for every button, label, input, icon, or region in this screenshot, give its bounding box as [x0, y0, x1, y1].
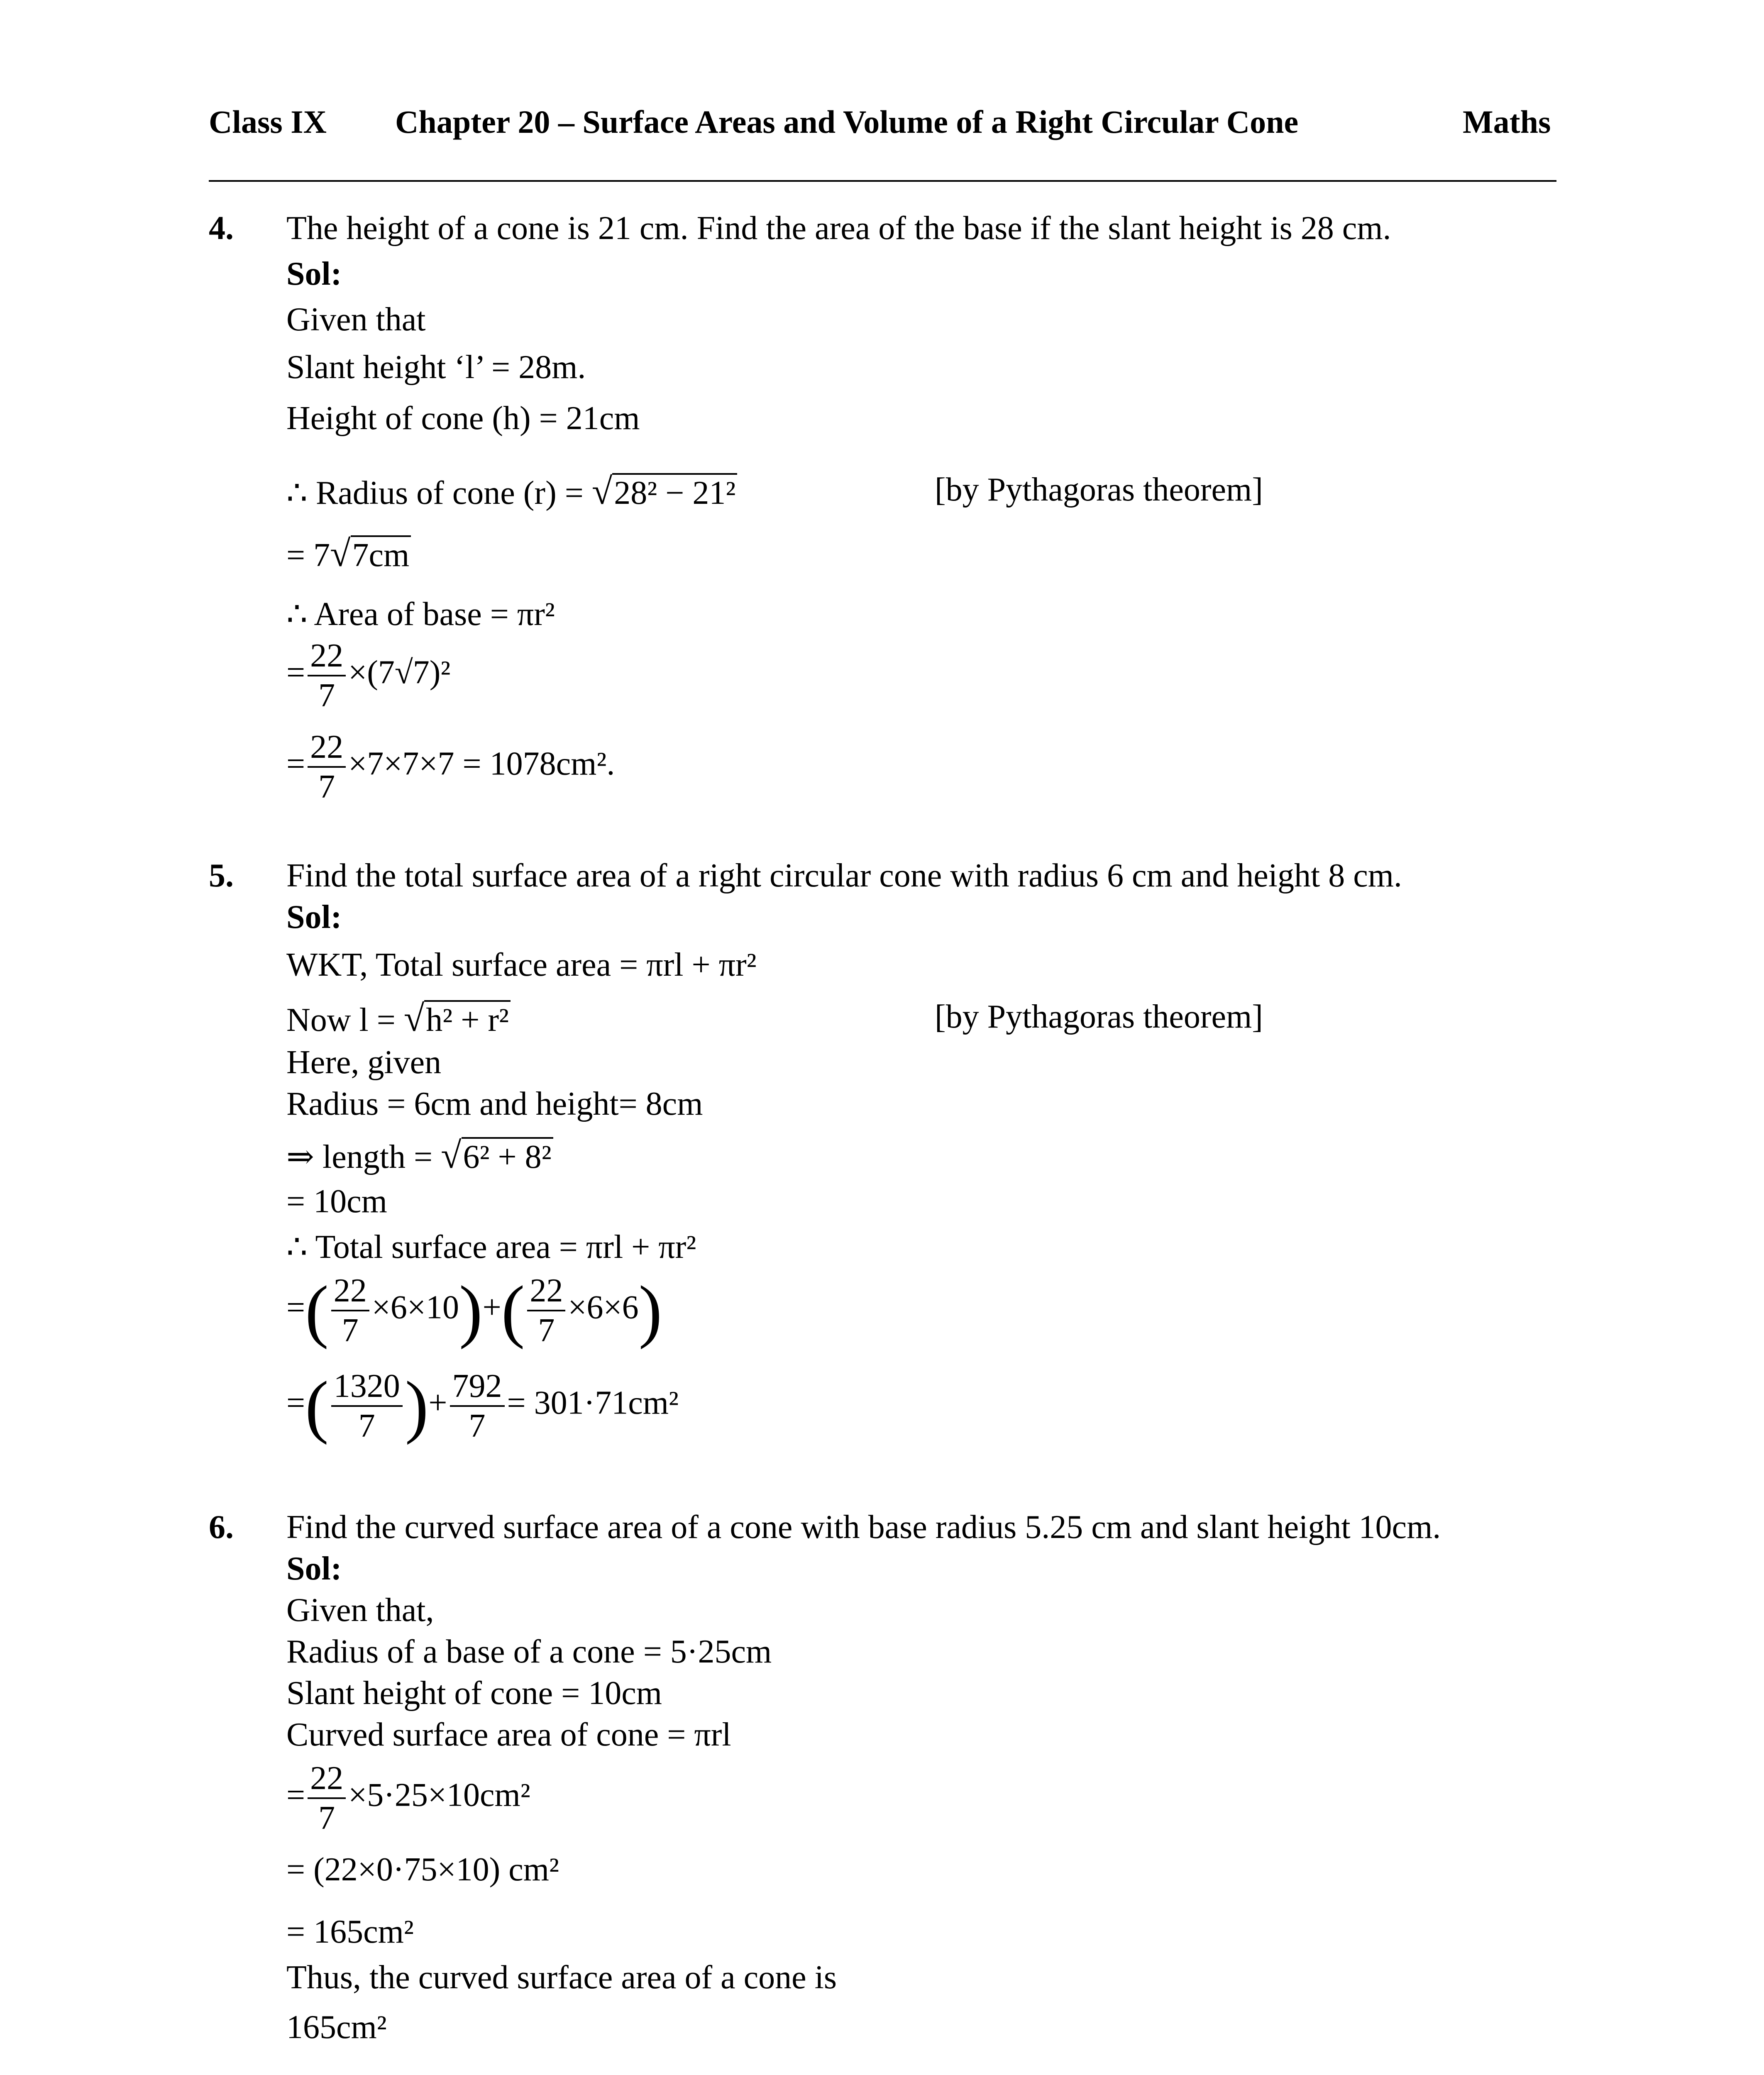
fraction-denominator: 7 [318, 1800, 335, 1836]
q6-step1 [286, 1762, 530, 1835]
q6-sol-label: Sol: [286, 1550, 342, 1587]
q6-slant-label: Slant height of cone [286, 1675, 553, 1711]
q5-wkt-line [286, 948, 757, 981]
fraction-numerator: 22 [308, 639, 346, 676]
q5-step2-eq: = [286, 1384, 305, 1421]
q6-step1-rest: ×5·25×10cm² [348, 1777, 530, 1814]
q6-step1-fraction [308, 1762, 346, 1835]
q4-height-line [286, 402, 640, 435]
q5-now-sqrt: h² + r² [424, 1000, 511, 1037]
q6-given: Given that, [286, 1592, 434, 1628]
q6-slant-value: = 10cm [561, 1675, 662, 1711]
right-paren-icon: ) [405, 1367, 429, 1445]
q4-step2-fraction [308, 730, 346, 803]
q5-length-eq: = [414, 1139, 441, 1175]
q6-csa-formula: = πrl [667, 1716, 731, 1753]
fraction-denominator: 7 [358, 1408, 375, 1444]
q6-slant-line [286, 1677, 662, 1710]
q4-step2 [286, 730, 615, 803]
q5-here-given: Here, given [286, 1044, 442, 1081]
q5-tsa-label: ∴ Total surface area [286, 1229, 551, 1265]
q6-step3: = 165cm² [286, 1914, 414, 1950]
q5-wkt-label: WKT, Total surface area [286, 947, 611, 983]
fraction-denominator: 7 [469, 1408, 486, 1444]
q5-tsa-line [286, 1230, 696, 1264]
fraction-denominator: 7 [318, 769, 335, 805]
q4-slant-line [286, 351, 586, 384]
q5-height-label: and height [479, 1086, 619, 1122]
q5-step1-fraction-1 [331, 1274, 369, 1347]
q6-csa-line [286, 1718, 731, 1751]
fraction-numerator: 22 [331, 1274, 369, 1311]
q4-area-formula: = πr² [490, 596, 555, 632]
q5-radius-line [286, 1087, 703, 1120]
q5-sol-label: Sol: [286, 899, 342, 935]
q5-now-l: l = [359, 1002, 404, 1038]
q4-given: Given that [286, 301, 426, 338]
q6-step1-eq: = [286, 1777, 305, 1814]
q5-height-value: = 8cm [618, 1086, 703, 1122]
q4-sol-label: Sol: [286, 256, 342, 292]
sqrt-sign-icon: √ [330, 533, 351, 574]
q5-question: Find the total surface area of a right circular cone with radius 6 cm and height 8 cm. [286, 857, 1402, 894]
q4-question: The height of a cone is 21 cm. Find the area of the base if the slant height is 28 cm. [286, 210, 1391, 247]
class-label: Class IX [209, 104, 327, 140]
right-paren-icon: ) [638, 1272, 662, 1350]
q4-radius-line [286, 473, 737, 510]
fraction-numerator: 22 [527, 1274, 565, 1311]
q4-radius-rhs: (r) = [523, 475, 592, 511]
fraction-numerator: 792 [450, 1370, 505, 1407]
fraction-numerator: 22 [308, 730, 346, 768]
q6-radius-label: Radius of a base of a cone [286, 1633, 635, 1670]
q4-radius-sqrt: 28² − 21² [612, 473, 737, 510]
q4-number: 4. [209, 210, 234, 247]
q4-radius-label: ∴ Radius of cone [286, 475, 515, 511]
q4-height-value: (h) = 21cm [492, 400, 640, 437]
fraction-denominator: 7 [342, 1312, 359, 1349]
sqrt-sign-icon: √ [403, 998, 425, 1039]
header-rule [209, 180, 1556, 182]
q4-slant-label: Slant height ‘l’ [286, 349, 483, 386]
q5-step1-eq: = [286, 1289, 305, 1326]
sqrt-sign-icon: √ [441, 1135, 462, 1176]
sqrt-sign-icon: √ [591, 471, 613, 512]
q6-csa-label: Curved surface area of cone [286, 1716, 659, 1753]
q6-radius-value: = 5·25cm [643, 1633, 772, 1670]
q5-step2-result: = 301·71cm² [507, 1384, 679, 1421]
q4-height-label: Height of cone [286, 400, 484, 437]
q5-number: 5. [209, 857, 234, 894]
fraction-numerator: 1320 [331, 1370, 403, 1407]
q5-step2-fraction-2 [450, 1370, 505, 1443]
q5-step2-plus: + [428, 1384, 447, 1421]
q4-radius-note: [by Pythagoras theorem] [935, 471, 1263, 508]
q6-number: 6. [209, 1509, 234, 1545]
q4-step1-fraction [308, 639, 346, 712]
q5-wkt-formula: = πrl + πr² [619, 947, 757, 983]
q4-step2-eq: = [286, 745, 305, 782]
fraction-denominator: 7 [538, 1312, 555, 1349]
left-paren-icon: ( [305, 1272, 329, 1350]
q4-slant-value: = 28m. [491, 349, 586, 386]
q4-step1 [286, 639, 450, 712]
q5-now-line [286, 1000, 511, 1038]
q4-area-label: ∴ Area of base [286, 596, 482, 632]
q5-step1-fraction-2 [527, 1274, 565, 1347]
q5-step2 [286, 1367, 679, 1445]
q5-length-result: = 10cm [286, 1183, 387, 1220]
q5-step1 [286, 1272, 662, 1350]
q5-now-label: Now [286, 1002, 351, 1038]
right-paren-icon: ) [459, 1272, 483, 1350]
q6-answer: 165cm² [286, 2009, 387, 2046]
left-paren-icon: ( [305, 1367, 329, 1445]
q5-tsa-formula: = πrl + πr² [559, 1229, 696, 1265]
q5-length-label: ⇒ length [286, 1139, 406, 1175]
q5-radius-label: Radius [286, 1086, 379, 1122]
fraction-denominator: 7 [318, 677, 335, 714]
q4-radius-result [286, 535, 411, 573]
q5-step2-fraction-1 [331, 1370, 403, 1443]
q4-step1-eq: = [286, 654, 305, 691]
q4-step1-rest: ×(7√7)² [348, 654, 451, 691]
q5-step1-term2: ×6×6 [568, 1289, 639, 1326]
left-paren-icon: ( [501, 1272, 525, 1350]
q4-radius-result-b: 7cm [351, 535, 411, 572]
q6-conclusion: Thus, the curved surface area of a cone is [286, 1959, 837, 1996]
q4-radius-result-a: = 7 [286, 537, 330, 574]
q4-step2-rest: ×7×7×7 = 1078cm². [348, 745, 615, 782]
subject-label: Maths [1463, 104, 1551, 140]
q6-question: Find the curved surface area of a cone with base radius 5.25 cm and slant height 10cm. [286, 1509, 1441, 1545]
q6-step2: = (22×0·75×10) cm² [286, 1851, 559, 1888]
q5-step1-term1: ×6×10 [371, 1289, 459, 1326]
q5-step1-plus: + [482, 1289, 501, 1326]
q5-radius-value: = 6cm [387, 1086, 472, 1122]
q5-now-note: [by Pythagoras theorem] [935, 998, 1263, 1035]
q4-area-line [286, 598, 555, 631]
q5-length-line [286, 1137, 553, 1174]
q6-radius-line [286, 1635, 772, 1668]
fraction-numerator: 22 [308, 1762, 346, 1799]
chapter-title: Chapter 20 – Surface Areas and Volume of a Right Circular Cone [395, 104, 1299, 140]
q5-length-sqrt: 6² + 8² [462, 1137, 553, 1174]
